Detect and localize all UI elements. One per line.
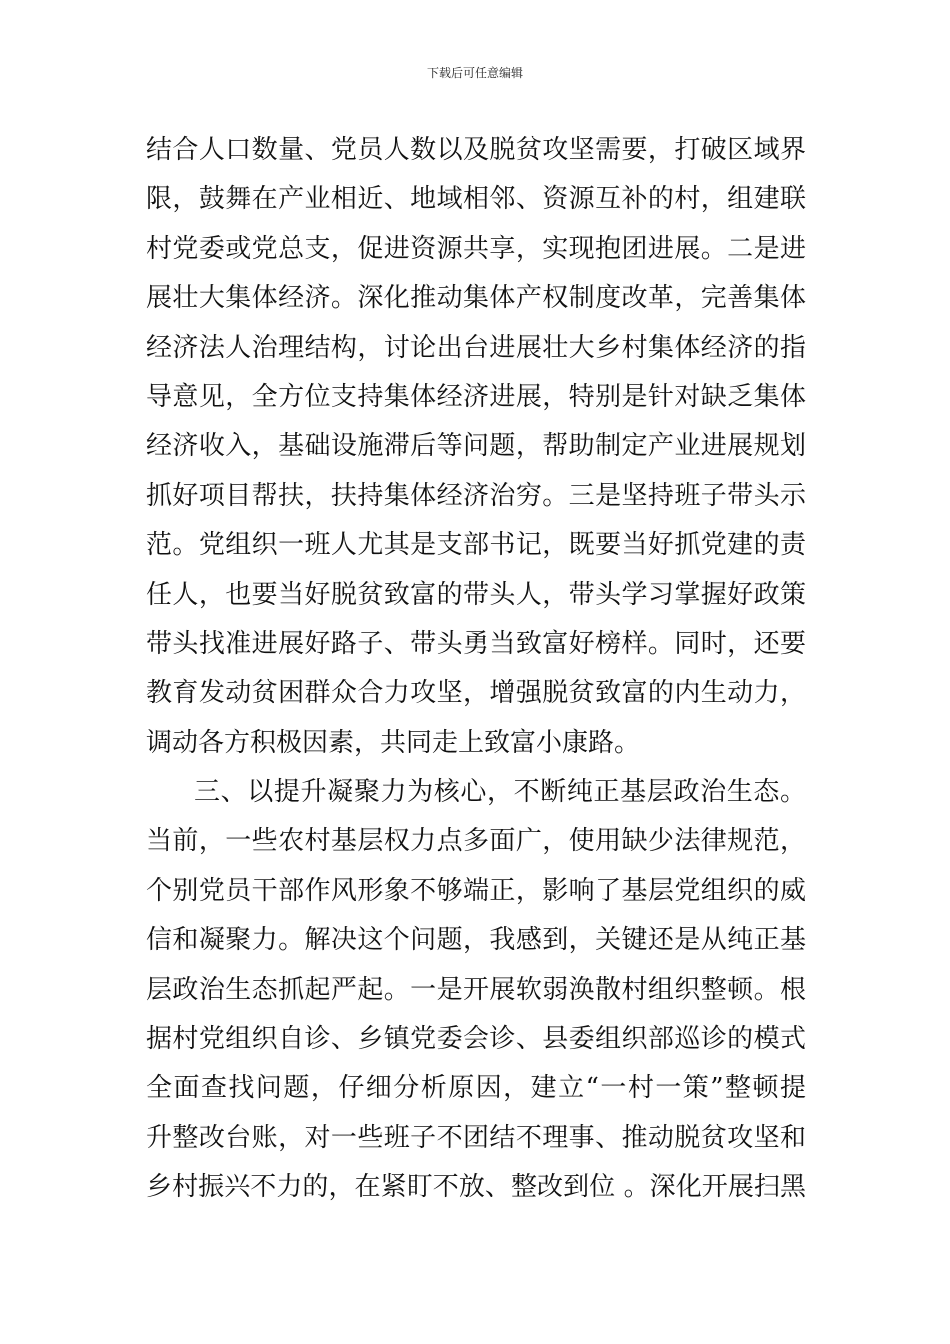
page-header: 下载后可任意编辑 — [426, 66, 523, 80]
text-line: 展壮大集体经济。深化推动集体产权制度改革，完善集体 — [146, 283, 806, 314]
document-body — [146, 126, 806, 1213]
text-line: 导意见，全方位支持集体经济进展，特别是针对缺乏集体 — [146, 381, 806, 412]
text-line: 据村党组织自诊、乡镇党委会诊、县委组织部巡诊的模式 — [146, 1024, 806, 1055]
paragraph-end-line: 调动各方积极因素，共同走上致富小康路。 — [146, 727, 641, 758]
text-line: 抓好项目帮扶，扶持集体经济治穷。三是坚持班子带头示 — [146, 480, 806, 511]
text-line: 当前，一些农村基层权力点多面广，使用缺少法律规范， — [146, 826, 806, 857]
text-line: 范。党组织一班人尤其是支部书记，既要当好抓党建的责 — [146, 530, 806, 561]
text-line: 乡村振兴不力的，在紧盯不放、整改到位 。深化开展扫黑 — [146, 1172, 806, 1203]
text-line: 教育发动贫困群众合力攻坚，增强脱贫致富的内生动力， — [146, 678, 806, 709]
text-line: 个别党员干部作风形象不够端正，影响了基层党组织的威 — [146, 875, 806, 906]
text-line: 全面查找问题，仔细分析原因，建立“一村一策”整顿提 — [146, 1073, 806, 1104]
text-line: 限，鼓舞在产业相近、地域相邻、资源互补的村，组建联 — [146, 184, 806, 215]
text-line: 带头找准进展好路子、带头勇当致富好榜样。同时，还要 — [146, 628, 806, 659]
text-line: 经济收入，基础设施滞后等问题，帮助制定产业进展规划 — [146, 431, 806, 462]
text-line: 结合人口数量、党员人数以及脱贫攻坚需要，打破区域界 — [146, 135, 806, 165]
text-line: 信和凝聚力。解决这个问题，我感到，关键还是从纯正基 — [146, 925, 806, 956]
section-heading-line: 三、以提升凝聚力为核心，不断纯正基层政治生态。 — [194, 777, 806, 808]
text-line: 任人，也要当好脱贫致富的带头人，带头学习掌握好政策 — [146, 579, 806, 610]
text-line: 升整改台账，对一些班子不团结不理事、推动脱贫攻坚和 — [146, 1122, 806, 1153]
text-line: 经济法人治理结构，讨论出台进展壮大乡村集体经济的指 — [146, 332, 806, 363]
text-line: 村党委或党总支，促进资源共享，实现抱团进展。二是进 — [146, 233, 806, 264]
text-line: 层政治生态抓起严起。一是开展软弱涣散村组织整顿。根 — [146, 974, 806, 1005]
